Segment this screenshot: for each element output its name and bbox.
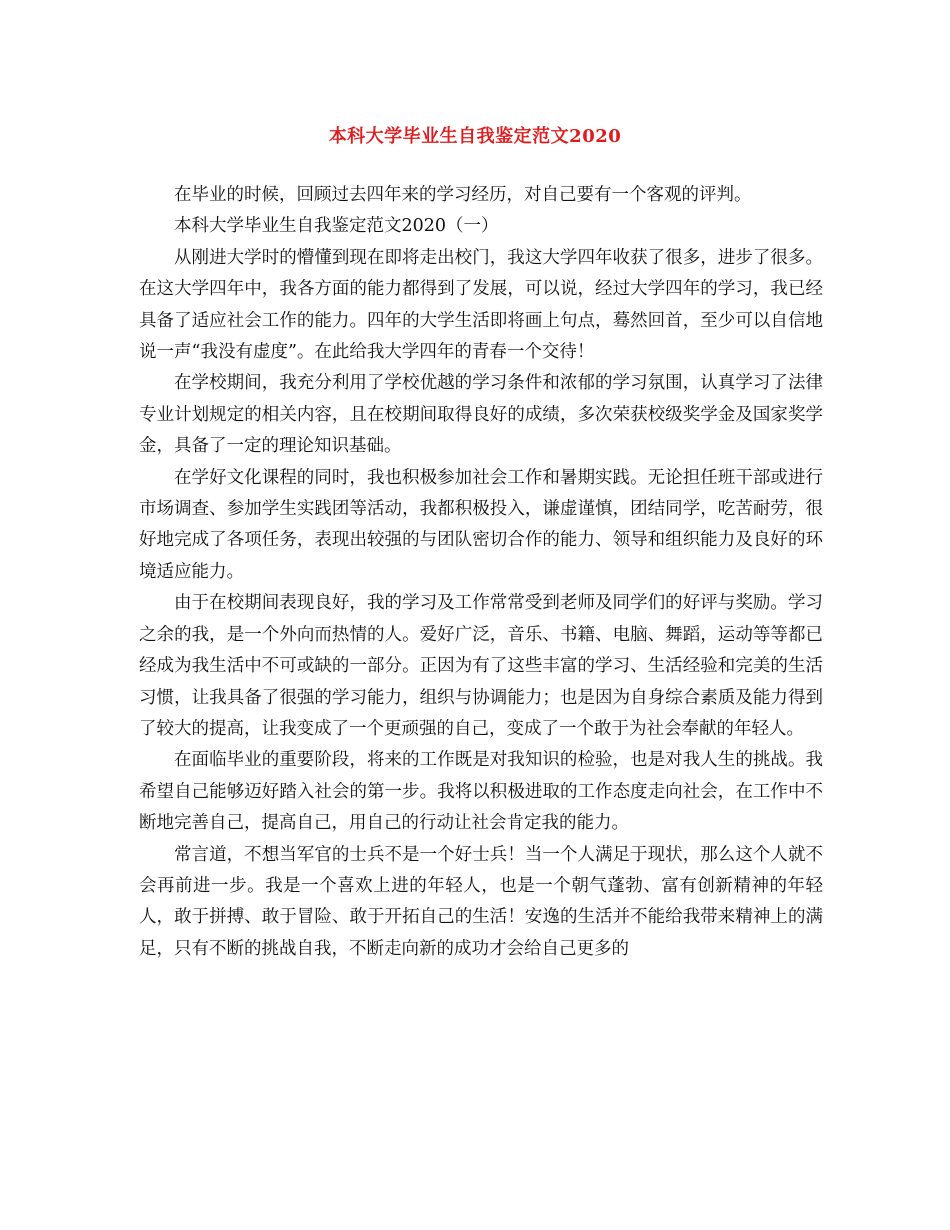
paragraph-6: 常言道，不想当军官的士兵不是一个好士兵！当一个人满足于现状，那么这个人就不会再前进一步。我是一个喜欢上进的年轻人，也是一个朝气蓬勃、富有创新精神的年轻人，敢于拼搏、敢于冒险、敢于开拓自己的生活！安逸的生活并不能给我带来精神上的满足，只有不断的挑战自我，不断走向新的成功才会给自己更多的 <box>139 844 823 959</box>
paragraph-3: 在学好文化课程的同时，我也积极参加社会工作和暑期实践。无论担任班干部或进行市场调查、参加学生实践团等活动，我都积极投入，谦虚谨慎，团结同学，吃苦耐劳，很好地完成了各项任务，表现出较强的与团队密切合作的能力、领导和组织能力及良好的环境适应能力。 <box>139 467 823 582</box>
paragraph-4: 由于在校期间表现良好，我的学习及工作常常受到老师及同学们的好评与奖励。学习之余的我，是一个外向而热情的人。爱好广泛，音乐、书籍、电脑、舞蹈，运动等等都已经成为我生活中不可或缺的一部分。正因为有了这些丰富的学习、生活经验和完美的生活习惯，让我具备了很强的学习能力，组织与协调能力；也是因为自身综合素质及能力得到了较大的提高，让我变成了一个更顽强的自己，变成了一个敢于为社会奉献的年轻人。 <box>139 593 823 739</box>
paragraph-2: 在学校期间，我充分利用了学校优越的学习条件和浓郁的学习氛围，认真学习了法律专业计划规定的相关内容，且在校期间取得良好的成绩，多次荣获校级奖学金及国家奖学金，具备了一定的理论知识基础。 <box>139 373 823 457</box>
paragraph-1: 从刚进大学时的懵懂到现在即将走出校门，我这大学四年收获了很多，进步了很多。在这大学四年中，我各方面的能力都得到了发展，可以说，经过大学四年的学习，我已经具备了适应社会工作的能力。四年的大学生活即将画上句点，蓦然回首，至少可以自信地说一声“我没有虚度”。在此给我大学四年的青春一个交待！ <box>139 247 823 363</box>
paragraph-subtitle: 本科大学毕业生自我鉴定范文2020（一） <box>174 216 499 237</box>
paragraph-5: 在面临毕业的重要阶段，将来的工作既是对我知识的检验，也是对我人生的挑战。我希望自己能够迈好踏入社会的第一步。我将以积极进取的工作态度走向社会，在工作中不断地完善自己，提高自己，用自己的行动让社会肯定我的能力。 <box>139 750 823 834</box>
document-title: 本科大学毕业生自我鉴定范文2020 <box>328 126 622 147</box>
document-body <box>139 180 823 965</box>
paragraph-intro: 在毕业的时候，回顾过去四年来的学习经历，对自己要有一个客观的评判。 <box>174 185 752 205</box>
